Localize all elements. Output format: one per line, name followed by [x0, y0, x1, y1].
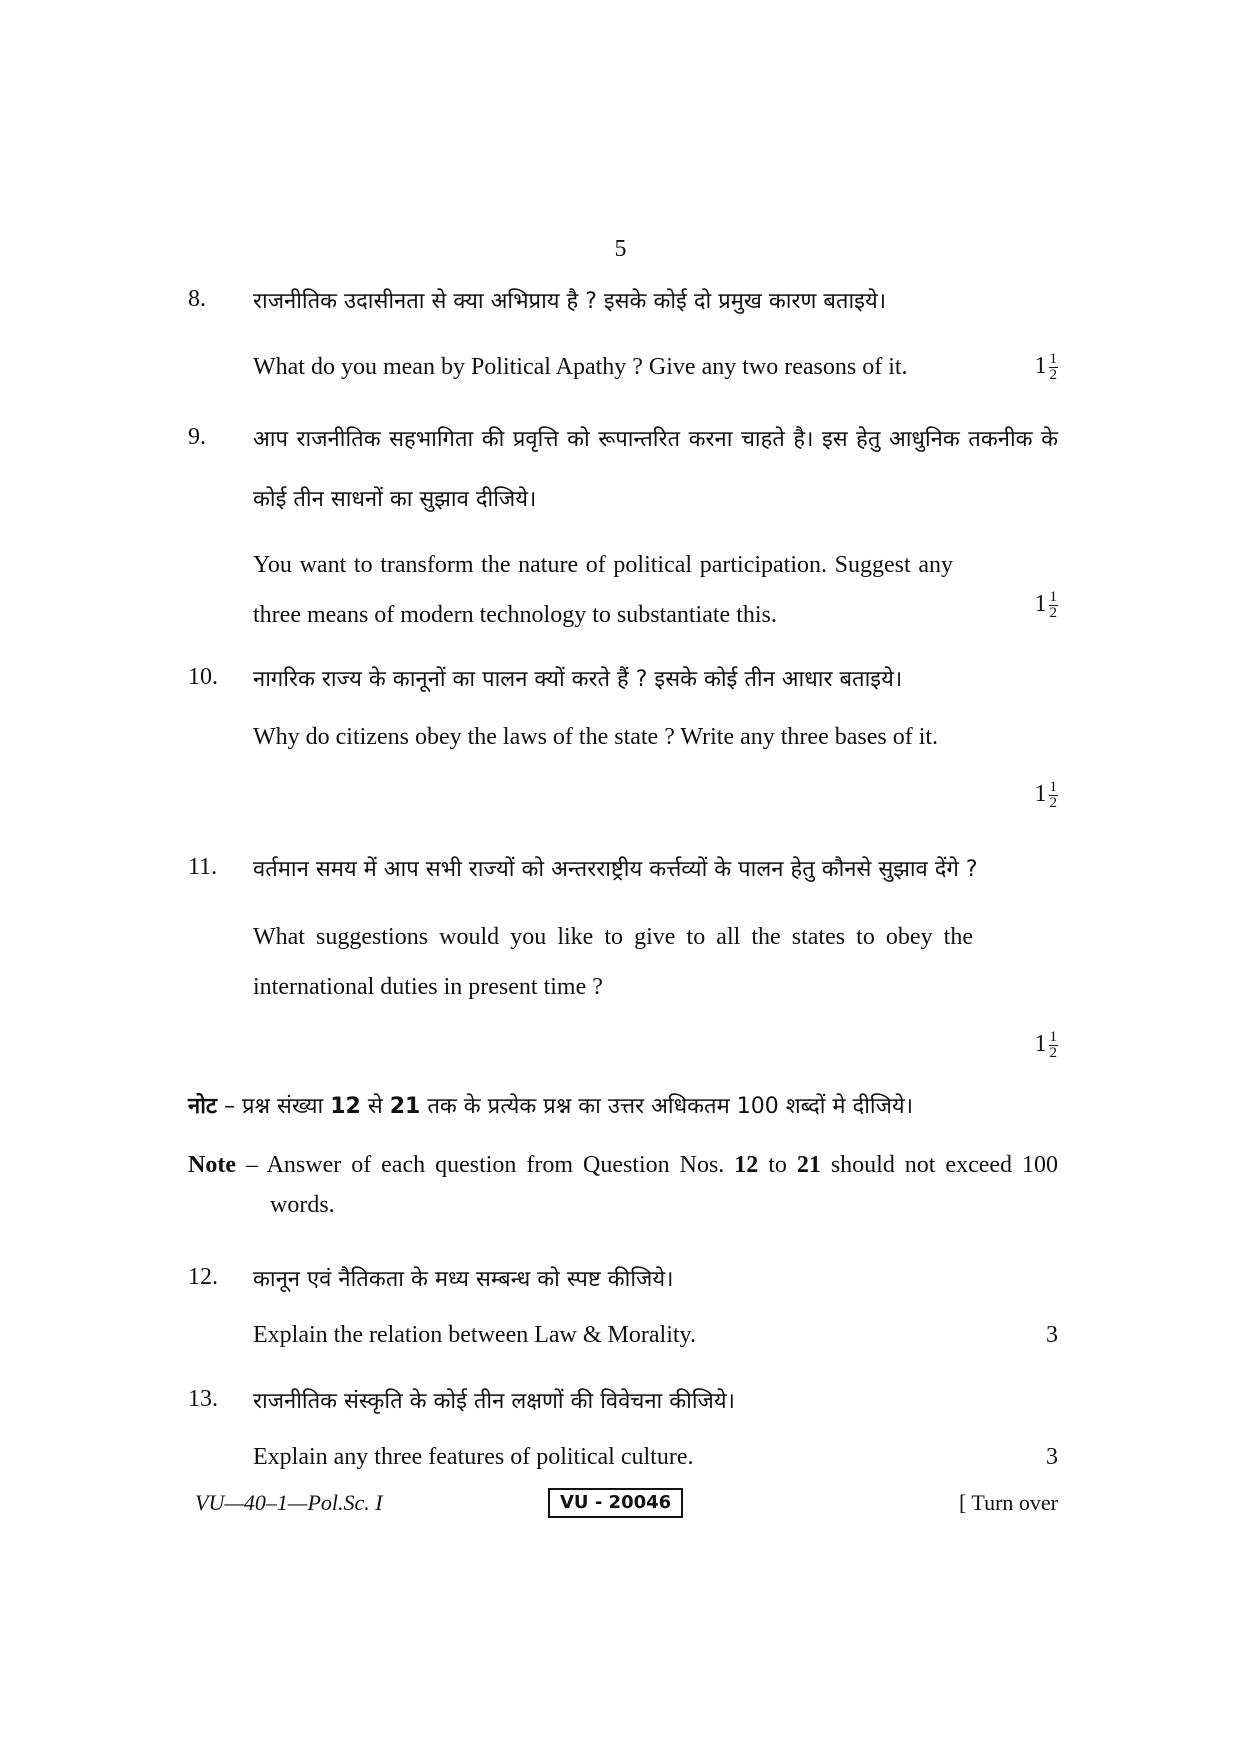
question-9	[188, 410, 1058, 640]
question-text-english: What suggestions would you like to give to all the states to obey the international duties in present time ?	[253, 924, 973, 1000]
paper-code: VU—40–1—Pol.Sc. I	[195, 1490, 383, 1515]
question-text-english: What do you mean by Political Apathy ? Give any two reasons of it.	[253, 354, 908, 380]
question-number: 11.	[188, 854, 218, 880]
marks: 3	[1046, 1322, 1058, 1348]
question-text-english: Why do citizens obey the laws of the state ? Write any three bases of it.	[253, 724, 939, 750]
question-text-english: You want to transform the nature of political participation. Suggest any three means of modern technology to substantiate this.	[253, 552, 953, 628]
question-text-hindi: आप राजनीतिक सहभागिता की प्रवृत्ति को रूपान्तरित करना चाहते है। इस हेतु आधुनिक तकनीक के कोई तीन साधनों का सुझाव दीजिये।	[253, 427, 1058, 512]
question-text-hindi: नागरिक राज्य के कानूनों का पालन क्यों करते हैं ? इसके कोई तीन आधार बताइये।	[253, 667, 903, 692]
question-number: 10.	[188, 664, 218, 690]
question-number: 12.	[188, 1264, 218, 1290]
turn-over-label: [ Turn over	[958, 1490, 1058, 1515]
marks: 3	[1046, 1444, 1058, 1470]
marks: 1 $\frac{1}{2}$	[1034, 351, 1057, 383]
marks: 1 $\frac{1}{2}$	[1034, 779, 1057, 811]
question-number: 13.	[188, 1386, 218, 1412]
question-text-hindi: वर्तमान समय में आप सभी राज्यों को अन्तरराष्ट्रीय कर्त्तव्यों के पालन हेतु कौनसे सुझाव देंगे ?	[253, 857, 978, 882]
question-12	[188, 1250, 1058, 1350]
question-13	[188, 1372, 1058, 1472]
question-11	[188, 840, 1058, 1080]
question-number: 8.	[188, 286, 206, 312]
question-8	[188, 272, 1058, 382]
marks: 1 $\frac{1}{2}$	[1034, 589, 1057, 621]
question-text-hindi: राजनीतिक संस्कृति के कोई तीन लक्षणों की विवेचना कीजिये।	[253, 1389, 735, 1414]
note-hindi: नोट – प्रश्न संख्या 12 से 21 तक के प्रत्येक प्रश्न का उत्तर अधिकतम 100 शब्दों मे दीजिये।	[188, 1094, 914, 1119]
question-number: 9.	[188, 424, 206, 450]
marks: 1 $\frac{1}{2}$	[1034, 1029, 1057, 1061]
question-text-english: Explain any three features of political culture.	[253, 1444, 694, 1470]
question-10	[188, 650, 1058, 830]
paper-id-box: VU - 20046	[548, 1488, 683, 1518]
question-text-hindi: कानून एवं नैतिकता के मध्य सम्बन्ध को स्पष्ट कीजिये।	[253, 1267, 674, 1292]
question-text-english: Explain the relation between Law & Morality.	[253, 1322, 696, 1348]
page-number: 5	[614, 236, 627, 262]
question-text-hindi: राजनीतिक उदासीनता से क्या अभिप्राय है ? इसके कोई दो प्रमुख कारण बताइये।	[253, 289, 887, 314]
page-footer	[195, 1490, 1058, 1520]
note-english: Note – Answer of each question from Question Nos. 12 to 21 should not exceed 100 words.	[188, 1152, 1058, 1218]
